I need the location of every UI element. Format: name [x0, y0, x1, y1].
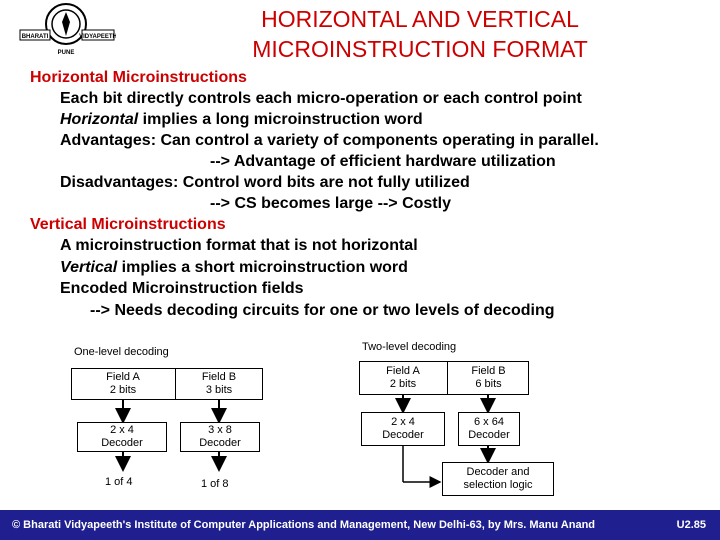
ol-field-b-label: Field B 3 bits	[201, 371, 237, 396]
ol-field-a-label: Field A 2 bits	[106, 371, 140, 396]
ol-decoder-b-label: 3 x 8 Decoder	[199, 424, 241, 449]
vertical-heading: Vertical Microinstructions	[30, 216, 226, 233]
ol-decoder-b	[180, 422, 260, 452]
horizontal-advantages: Advantages: Can control a variety of components operating in parallel.	[60, 132, 599, 149]
footer-copyright: © Bharati Vidyapeeth's Institute of Computer Applications and Management, New Delhi-63, by Mrs. Manu Anand	[12, 519, 596, 531]
tl-field-a-label: Field A 2 bits	[386, 365, 420, 390]
two-level-title: Two-level decoding	[362, 341, 457, 353]
ol-output-a: 1 of 4	[105, 476, 133, 488]
ol-output-b: 1 of 8	[201, 478, 229, 490]
slide-footer	[0, 510, 720, 540]
vertical-line-2	[60, 258, 408, 278]
tl-selection-logic	[442, 462, 554, 496]
decoding-diagram	[0, 330, 720, 510]
svg-text:PUNE: PUNE	[57, 50, 75, 56]
svg-text:VIDYAPEETH: VIDYAPEETH	[79, 34, 116, 40]
ol-field-outline	[71, 368, 263, 400]
vertical-line-4: --> Needs decoding circuits for one or two levels of decoding	[90, 302, 555, 319]
slide-title	[120, 4, 720, 64]
title-line-2: MICROINSTRUCTION FORMAT	[252, 36, 588, 62]
institute-logo	[16, 0, 116, 62]
footer-page-number: U2.85	[676, 519, 706, 531]
horizontal-disadvantage-note: --> CS becomes large --> Costly	[210, 195, 451, 212]
horizontal-line-2	[60, 110, 423, 130]
horizontal-line-1: Each bit directly controls each micro-operation or each control point	[60, 90, 582, 107]
vertical-italic-word: Vertical	[60, 259, 118, 276]
vertical-line-3: Encoded Microinstruction fields	[60, 280, 304, 297]
tl-decoder-b	[458, 412, 520, 446]
one-level-title: One-level decoding	[74, 346, 169, 358]
svg-text:BHARATI: BHARATI	[21, 34, 49, 40]
ol-decoder-a	[77, 422, 167, 452]
ol-decoder-a-label: 2 x 4 Decoder	[101, 424, 143, 449]
tl-selection-logic-label: Decoder and selection logic	[463, 466, 533, 491]
tl-decoder-a-label: 2 x 4 Decoder	[382, 416, 424, 441]
horizontal-italic-word: Horizontal	[60, 111, 139, 128]
horizontal-line-2-rest: implies a long microinstruction word	[138, 111, 423, 128]
horizontal-disadvantages: Disadvantages: Control word bits are not fully utilized	[60, 174, 470, 191]
horizontal-advantage-note: --> Advantage of efficient hardware utilization	[210, 153, 556, 170]
tl-decoder-a	[361, 412, 445, 446]
tl-field-outline	[359, 361, 529, 395]
tl-field-b-label: Field B 6 bits	[471, 365, 506, 390]
horizontal-heading: Horizontal Microinstructions	[30, 69, 247, 86]
vertical-line-2-rest: implies a short microinstruction word	[117, 259, 408, 276]
title-line-1: HORIZONTAL AND VERTICAL	[261, 6, 579, 32]
vertical-line-1: A microinstruction format that is not horizontal	[60, 237, 418, 254]
tl-decoder-b-label: 6 x 64 Decoder	[468, 416, 510, 441]
